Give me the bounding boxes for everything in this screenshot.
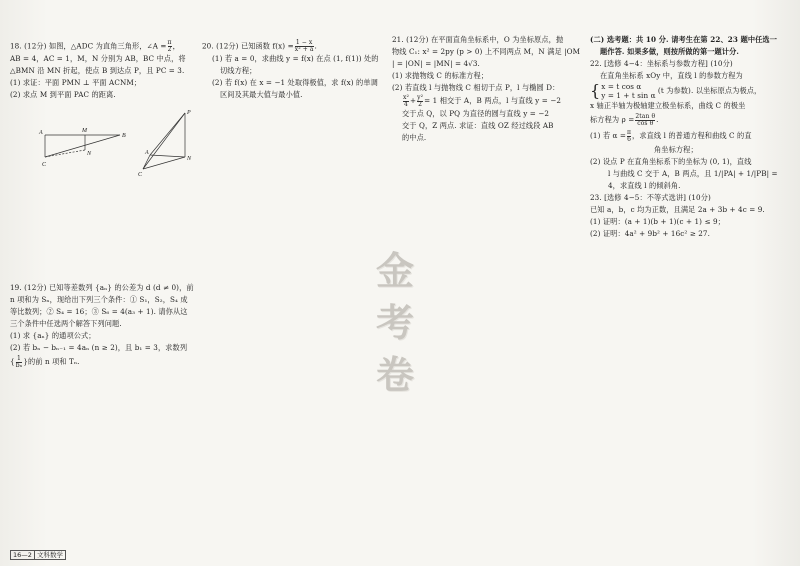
q23-title: 23. [选修 4−5：不等式选讲] (10分)	[590, 193, 711, 202]
q22-line1: 在直角坐标系 xOy 中，直线 l 的参数方程为	[600, 71, 743, 80]
q22-title: 22. [选修 4−4：坐标系与参数方程] (10分)	[590, 59, 733, 68]
q22-part1-cont: 角坐标方程；	[654, 145, 698, 154]
q22-part2-cont: l 与曲线 C 交于 A，B 两点，且 1/|PA| + 1/|PB| =	[608, 169, 778, 178]
elective-section	[590, 34, 790, 240]
q22-part2-end: 4，求直线 l 的倾斜角.	[608, 181, 681, 190]
system-brace: {	[590, 81, 601, 100]
q18-part2: (2) 求点 M 到平面 PAC 的距离.	[10, 90, 116, 99]
q21-line7: 交于点 Q，以 PQ 为直径的圆与直线 y = −2	[402, 109, 550, 118]
page-footer	[10, 550, 66, 560]
q22-polar-fraction	[635, 114, 655, 127]
fig-label-A: A	[39, 130, 43, 136]
q20-part2: (2) 若 f(x) 在 x = −1 处取得极值，求 f(x) 的单调	[212, 78, 378, 87]
q22-sys-y: y = 1 + t sin α	[601, 91, 656, 100]
fig-label-B: B	[122, 133, 126, 139]
q22-line4-end: .	[656, 115, 659, 124]
question-19: 19. (12分) 已知等差数列 {aₙ} 的公差为 d (d ≠ 0)，前 n 项和为 Sₙ，现给出下列三个条件：① S₁，S₂，S₄ 成 等比数列；② S₄ = 16；③ S₆ = 4(a₃ + 1). 请你从这 三个条件中任选两个解答下列问题. (1) 求 {aₙ} 的通项公式； (2) 若 bₙ − bₙ₋₁ = 4aₙ (n ≥ 2)，且 b₁ = 3，求数列 { $\frac{1}{\text{bₙ}}$ }的前 n 项和 Tₙ.	[10, 283, 194, 369]
q20-f-den: x² + a	[294, 46, 314, 53]
q18-title: 18. (12分) 如图，△ADC 为直角三角形，∠A =	[10, 41, 167, 51]
q23-line1: 已知 a，b，c 均为正数，且满足 2a + 3b + 4c = 9.	[590, 205, 765, 214]
stamp-char-1: 金	[375, 249, 414, 293]
watermark-stamp	[370, 245, 420, 401]
q21-line8: 交于 Q，Z 两点. 求证：直线 OZ 经过线段 AB	[402, 121, 554, 130]
q20-part1-cont: 切线方程；	[220, 66, 257, 75]
q18-angle-num: π	[167, 39, 172, 46]
q20-f-num: 1 − x	[295, 39, 313, 46]
question-21: 21. (12分) 在平面直角坐标系中，O 为坐标原点，抛 物线 C₁: x² = 2py (p > 0) 上不同两点 M，N 满足 |OM | = |ON| = |MN| = 4√3. (1) 求抛物线 C 的标准方程； (2) 若直线 l 与抛物线 C 相切于点 P，l 与椭圆 D： $\frac{\text{x²}}{4}$ + $\frac{\text{y²}}{2}$ = 1 相交于 A，B 两点，l 与直线 y = −2 交于点 Q，以 PQ 为直径的圆与直线 y = −2 交于 Q，Z 两点. 求证：直线 OZ 经过线段 AB 的中点.	[392, 35, 581, 142]
q19-line2: n 项和为 Sₙ，现给出下列三个条件：① S₁，S₂，S₄ 成	[10, 295, 188, 304]
q19-frac-den: bₙ	[15, 361, 23, 369]
fig-label-C2: C	[138, 172, 143, 178]
fig-label-C: C	[42, 162, 47, 168]
stamp-char-2: 考	[375, 301, 414, 345]
q21-line6: = 1 相交于 A，B 两点，l 与直线 y = −2	[424, 96, 562, 105]
q18-angle-fraction	[168, 40, 172, 53]
q18-angle-den: 2	[167, 46, 172, 53]
fig-label-M: M	[82, 128, 87, 134]
q21-ellipse-x	[403, 95, 409, 108]
q19-part2: (2) 若 bₙ − bₙ₋₁ = 4aₙ (n ≥ 2)，且 b₁ = 3，求数列	[10, 343, 188, 352]
q22-sys-x: x = t cos α	[601, 82, 642, 91]
q22-polar-num: 2tan θ	[635, 112, 656, 120]
fig-label-A2: A	[145, 150, 149, 156]
elective-heading: (二) 选考题：共 10 分. 请考生在第 22、23 题中任选一	[590, 35, 778, 44]
q19-line1: 19. (12分) 已知等差数列 {aₙ} 的公差为 d (d ≠ 0)，前	[10, 283, 194, 292]
question-18: 18. (12分) 如图，△ADC 为直角三角形，∠A = $\frac{\pi}{2}$ ， AB = 4，AC = 1，M，N 分别为 AB，BC 中点，将 △BMN 沿 MN 折起，使点 B 到达点 P，且 PC = 3. (1) 求证：平面 PMN ⊥ 平面 ACNM； (2) 求点 M 到平面 PAC 的距离.	[10, 40, 190, 101]
q22-part1: (1) 若 α =	[590, 131, 626, 140]
q23-part1: (1) 证明：(a + 1)(b + 1)(c + 1) ≤ 9；	[590, 217, 725, 226]
stamp-char-3: 卷	[375, 353, 414, 397]
q18-line3: △BMN 沿 MN 折起，使点 B 到达点 P，且 PC = 3.	[10, 66, 185, 75]
q21-part2: (2) 若直线 l 与抛物线 C 相切于点 P，l 与椭圆 D：	[392, 83, 560, 92]
q21-x2: x²	[403, 93, 409, 101]
q19-reciprocal-fraction	[16, 356, 23, 369]
fig-label-N: N	[87, 151, 92, 157]
q22-line3: x 轴正半轴为极轴建立极坐标系，曲线 C 的极坐	[590, 101, 746, 110]
q22-polar-den: cos θ	[637, 119, 654, 127]
q18-part1: (1) 求证：平面 PMN ⊥ 平面 ACNM；	[10, 78, 142, 87]
subject-label: 文科数学	[34, 551, 63, 559]
q19-part1: (1) 求 {aₙ} 的通项公式；	[10, 331, 96, 340]
fig-label-N2: N	[187, 156, 192, 162]
elective-heading-cont: 题作答. 如果多做，则按所做的第一题计分.	[600, 47, 739, 56]
q22-param-system	[601, 82, 655, 100]
q21-line1: 21. (12分) 在平面直角坐标系中，O 为坐标原点，抛	[392, 35, 564, 44]
q21-part1: (1) 求抛物线 C 的标准方程；	[392, 71, 489, 80]
q19-line3: 等比数列；② S₄ = 16；③ S₆ = 4(a₃ + 1). 请你从这	[10, 307, 188, 316]
q21-y2: y²	[417, 93, 424, 101]
q21-ellipse-y	[417, 95, 423, 108]
q20-part2-cont: 区间及其最大值与最小值.	[220, 90, 303, 99]
q21-2: 2	[418, 100, 423, 108]
q22-alpha-fraction	[627, 130, 631, 143]
q21-line9: 的中点.	[402, 133, 427, 142]
q18-figure	[35, 105, 210, 180]
q21-4: 4	[404, 100, 408, 108]
q22-alpha-num: π	[627, 128, 632, 136]
q20-function-fraction	[295, 40, 314, 53]
q21-line3: | = |ON| = |MN| = 4√3.	[392, 59, 480, 68]
q21-line2: 物线 C₁: x² = 2py (p > 0) 上不同两点 M，N 满足 |OM	[392, 47, 581, 56]
question-20: 20. (12分) 已知函数 f(x) = $\frac{1 - x}{\text{x² + a}}$ . (1) 若 a = 0，求曲线 y = f(x) 在点 (1, f(1)) 处的 切线方程； (2) 若 f(x) 在 x = −1 处取得极值，求 f(x) 的单调 区间及其最大值与最小值.	[202, 40, 382, 101]
q22-alpha-den: 6	[627, 135, 631, 143]
fig-label-P: P	[187, 110, 191, 116]
page-number: 16—2	[13, 551, 32, 559]
q22-line2: (t 为参数). 以坐标原点为极点，	[657, 86, 762, 95]
q20-title: 20. (12分) 已知函数 f(x) =	[202, 41, 294, 51]
q23-part2: (2) 证明：4a² + 9b² + 16c² ≥ 27.	[590, 229, 710, 238]
q19-part2-end: 的前 n 项和 Tₙ.	[28, 357, 80, 366]
q22-part2: (2) 设点 P 在直角坐标系下的坐标为 (0, 1)，直线	[590, 157, 752, 166]
q22-line4: 标方程为 ρ =	[590, 115, 635, 124]
q22-part1-text: ，求直线 l 的普通方程和曲线 C 的直	[632, 131, 752, 140]
q20-part1: (1) 若 a = 0，求曲线 y = f(x) 在点 (1, f(1)) 处的	[212, 54, 379, 63]
q18-line2: AB = 4，AC = 1，M，N 分别为 AB，BC 中点，将	[10, 54, 186, 63]
q19-frac-num: 1	[17, 354, 21, 362]
q19-line4: 三个条件中任选两个解答下列问题.	[10, 319, 122, 328]
